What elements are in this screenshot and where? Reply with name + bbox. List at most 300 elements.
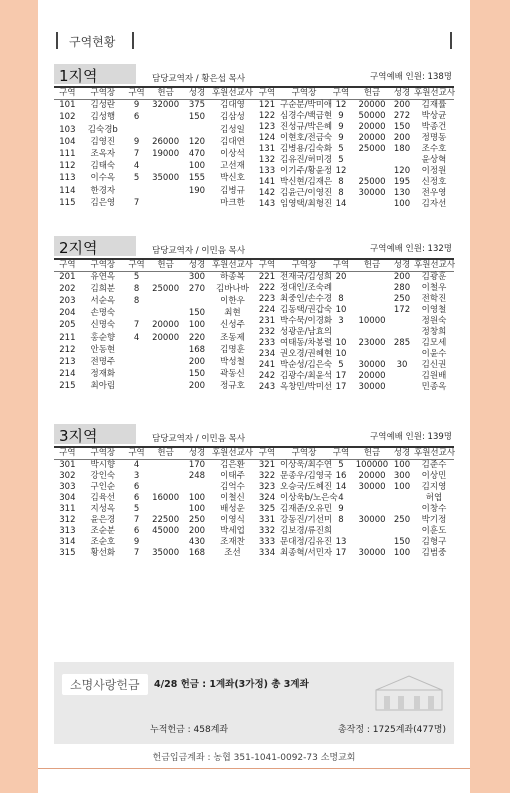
district-table-left [54, 448, 254, 559]
column-header: 구역장 [81, 88, 125, 100]
table-cell: 201 [59, 272, 76, 283]
table-cell: 35000 [152, 173, 180, 184]
table-row [54, 296, 254, 308]
table-cell: 조선 [224, 547, 241, 558]
column-header: 구역 [328, 260, 354, 272]
table-cell: 김광훈 [421, 271, 447, 282]
region-2 [54, 236, 454, 393]
column-header: 후원선교사 [414, 447, 456, 458]
table-cell: 허엽 [425, 492, 443, 503]
header-mid-bar [132, 32, 134, 49]
column-header: 성경 [183, 448, 211, 460]
table-cell: 최아림 [90, 380, 116, 391]
table-cell: 김명훈 [220, 344, 245, 355]
table-cell: 102 [59, 112, 76, 123]
table-cell: 143 [258, 198, 276, 209]
table-row [54, 320, 254, 332]
table-cell: 9 [338, 110, 344, 121]
table-cell [354, 166, 390, 177]
table-row [254, 133, 454, 144]
column-header: 구역 [254, 88, 280, 100]
table-row [254, 327, 454, 338]
table-cell: 17 [335, 547, 347, 558]
table-cell: 이윤수 [421, 348, 447, 359]
table-cell: 윤상혁 [421, 154, 447, 165]
table-cell: 35000 [152, 547, 180, 558]
table-cell: 이현호/전금숙 [280, 132, 333, 143]
table-cell [148, 504, 183, 515]
table-cell: 243 [258, 381, 276, 392]
bottom-rule [38, 768, 470, 769]
table-cell: 123 [258, 121, 276, 132]
table-cell: 김원배 [421, 370, 447, 381]
table-row [254, 177, 454, 188]
column-header: 후원선교사 [414, 87, 456, 98]
table-cell: 32000 [152, 100, 180, 111]
table-cell: 331 [258, 514, 276, 525]
table-cell: 8 [133, 296, 140, 307]
table-cell: 103 [59, 124, 76, 135]
table-cell: 김동택/권갑숙 [280, 304, 333, 315]
table-cell: 334 [258, 547, 276, 558]
table-cell: 113 [59, 173, 76, 184]
table-row [254, 338, 454, 349]
column-header: 성경 [183, 88, 211, 100]
table-cell: 이상석 [220, 148, 245, 159]
table-cell: 203 [59, 296, 76, 307]
table-row [54, 173, 254, 185]
table-cell: 20000 [152, 332, 180, 343]
table-cell: 100 [393, 198, 411, 209]
table-row [54, 112, 254, 124]
table-cell: 정규호 [220, 380, 245, 391]
region-header [54, 236, 454, 258]
table-cell: 김숙경b [87, 124, 118, 135]
table-cell: 280 [393, 282, 411, 293]
table-cell: 8 [338, 514, 344, 525]
table-cell: 17 [335, 381, 347, 392]
table-row [54, 344, 254, 356]
table-cell: 100000 [355, 459, 389, 470]
table-cell [354, 199, 390, 210]
table-cell: 14 [335, 481, 347, 492]
table-cell: 7 [133, 514, 140, 525]
table-cell: 20000 [358, 370, 386, 381]
table-cell [354, 327, 390, 338]
table-cell: 이상민 [421, 470, 447, 481]
table-cell: 3 [338, 315, 344, 326]
table-row [254, 155, 454, 166]
table-cell: 박시향 [90, 459, 116, 470]
table-row [254, 548, 454, 559]
table-cell: 20000 [152, 320, 180, 331]
table-cell: 5 [133, 272, 140, 283]
table-cell: 333 [258, 536, 276, 547]
table-cell [148, 368, 183, 380]
table-row [254, 166, 454, 177]
table-cell [148, 124, 183, 136]
table-cell: 205 [59, 320, 76, 331]
table-cell: 고선재 [220, 161, 245, 172]
column-header: 구역 [328, 88, 354, 100]
column-header: 성경 [390, 88, 414, 100]
table-cell: 5 [338, 154, 344, 165]
table-cell: 김대연 [220, 136, 245, 147]
table-cell: 정대인/조숙례 [280, 282, 333, 293]
table-cell: 222 [258, 282, 276, 293]
table-cell: 10 [335, 348, 347, 359]
table-row [254, 199, 454, 210]
table-cell: 손명숙 [90, 308, 116, 319]
table-cell [148, 296, 183, 308]
account-info: 헌금입금계좌 : 농협 351-1041-0092-73 소명교회 [152, 753, 356, 763]
table-cell: 20 [335, 271, 347, 282]
table-cell: 5 [338, 143, 344, 154]
table-cell [148, 537, 183, 548]
table-row [54, 161, 254, 173]
table-cell: 이태주 [220, 470, 245, 481]
table-cell: 270 [188, 284, 206, 295]
table-cell: 12 [335, 165, 347, 176]
table-cell: 104 [59, 136, 76, 147]
table-cell [183, 197, 211, 209]
table-cell: 5 [338, 359, 344, 370]
table-cell: 8 [338, 293, 344, 304]
table-cell [183, 482, 211, 493]
region-attendance: 구역예배 인원: 139명 [370, 432, 452, 442]
table-cell: 전재국/김성희 [280, 271, 333, 282]
column-header: 구역장 [81, 260, 125, 272]
table-cell: 315 [59, 547, 76, 558]
column-header: 구역 [54, 88, 81, 100]
table-cell [354, 271, 390, 283]
table-cell: 구순분/박미애 [280, 99, 333, 110]
table-cell: 8 [338, 187, 344, 198]
table-cell: 9 [338, 503, 344, 514]
table-cell: 121 [258, 99, 276, 110]
table-cell: 311 [59, 503, 76, 514]
table-cell: 30000 [358, 359, 386, 370]
table-cell: 조재찬 [220, 536, 245, 547]
table-cell: 민종옥 [421, 381, 447, 392]
table-cell: 이철우 [421, 282, 447, 293]
table-cell: 김유진/허미경 [280, 154, 333, 165]
table-cell: 30000 [358, 381, 386, 392]
table-cell: 유연옥 [90, 272, 116, 283]
table-cell: 13 [335, 536, 347, 547]
table-cell: 4 [133, 459, 140, 470]
header-right-bar [450, 32, 452, 49]
column-header: 구역 [125, 448, 148, 460]
table-cell [354, 294, 390, 305]
table-cell: 전명주 [90, 356, 116, 367]
table-row [54, 504, 254, 515]
table-cell: 강동진/기선미 [280, 514, 333, 525]
table-header-row [54, 448, 254, 460]
column-header: 성경 [183, 260, 211, 272]
table-cell: 7 [133, 197, 140, 208]
header-left-bar [56, 32, 58, 49]
table-row [254, 349, 454, 360]
table-cell: 30000 [358, 187, 386, 198]
table-cell: 강인숙 [90, 470, 116, 481]
district-table-left [54, 260, 254, 393]
table-cell: 12 [335, 99, 347, 110]
table-cell [148, 380, 183, 392]
table-cell: 권오경/권혜현 [280, 348, 333, 359]
table-cell [354, 155, 390, 166]
table-cell: 황선화 [90, 547, 116, 558]
table-cell: 141 [258, 176, 276, 187]
table-cell: 150 [393, 536, 411, 547]
table-cell: 321 [258, 459, 276, 470]
table-cell: 정원숙 [421, 315, 447, 326]
table-cell: 이한우 [220, 296, 245, 307]
table-cell [354, 283, 390, 294]
table-cell: 문대정/김유진 [280, 536, 333, 547]
table-cell: 150 [188, 368, 206, 379]
table-cell: 마크한 [220, 197, 245, 208]
table-header-row [254, 448, 454, 460]
district-table-right [254, 260, 454, 393]
table-cell: 30 [396, 359, 408, 370]
table-cell: 224 [258, 304, 276, 315]
table-cell: 20000 [358, 99, 386, 110]
table-cell: 200 [188, 525, 206, 536]
table-cell [148, 308, 183, 320]
region-header [54, 424, 454, 446]
table-cell: 242 [258, 370, 276, 381]
table-cell [148, 112, 183, 124]
column-header: 구역장 [81, 448, 125, 460]
table-cell [148, 271, 183, 284]
table-cell: 9 [133, 100, 140, 111]
table-cell: 325 [258, 503, 276, 514]
table-cell [390, 316, 414, 327]
table-cell: 7 [133, 320, 140, 331]
table-cell: 10 [335, 304, 347, 315]
table-cell: 구인순 [90, 481, 116, 492]
table-cell [125, 124, 148, 136]
table-cell: 150 [188, 308, 206, 319]
table-cell: 김태숙 [90, 161, 116, 172]
table-cell [125, 344, 148, 356]
table-row [254, 144, 454, 155]
table-row [254, 382, 454, 393]
table-cell: 200 [393, 99, 411, 110]
table-cell: 233 [258, 337, 276, 348]
table-cell [148, 482, 183, 493]
table-row [54, 124, 254, 136]
table-cell: 김억수 [220, 481, 245, 492]
table-row [254, 188, 454, 199]
table-cell: 4 [338, 492, 344, 503]
table-cell: 25000 [152, 284, 180, 295]
table-row [254, 360, 454, 371]
table-cell: 22500 [152, 514, 180, 525]
table-cell: 120 [188, 136, 206, 147]
table-cell: 190 [188, 185, 206, 196]
region-name: 3지역 [59, 427, 98, 445]
table-cell: 168 [188, 547, 206, 558]
table-cell [148, 356, 183, 368]
table-cell: 112 [59, 161, 76, 172]
table-cell: 김신권 [421, 359, 447, 370]
table-row [54, 526, 254, 537]
table-cell: 김삼성 [220, 112, 245, 123]
table-cell: 323 [258, 481, 276, 492]
table-cell: 19000 [152, 148, 180, 159]
table-cell: 김보경/류진희 [280, 525, 333, 536]
table-row [254, 111, 454, 122]
region-tables [54, 88, 454, 210]
table-row [254, 122, 454, 133]
table-cell: 서순옥 [90, 296, 116, 307]
table-cell: 212 [59, 344, 76, 355]
table-cell: 김성란 [90, 100, 116, 111]
table-cell: 114 [59, 185, 76, 196]
table-row [254, 99, 454, 111]
table-cell: 정명동 [421, 132, 447, 143]
column-header: 구역 [254, 448, 280, 460]
table-cell: 이수옥 [90, 173, 116, 184]
table-cell [354, 305, 390, 316]
table-row [54, 459, 254, 471]
table-row [254, 305, 454, 316]
table-row [254, 482, 454, 493]
table-row [54, 148, 254, 160]
church-illustration [370, 672, 448, 712]
table-cell: 101 [59, 100, 76, 111]
table-cell: 김병규 [220, 185, 245, 196]
table-cell: 5 [338, 459, 344, 470]
table-cell [390, 349, 414, 360]
table-cell: 470 [188, 148, 206, 159]
table-cell: 홍순향 [90, 332, 116, 343]
table-row [254, 526, 454, 537]
offering-today: 4/28 헌금 : 1계좌(3가정) 총 3계좌 [154, 679, 309, 690]
table-cell: 김대영 [220, 100, 245, 111]
table-row [254, 316, 454, 327]
offering-label: 소명사랑헌금 [62, 674, 148, 695]
table-row [54, 368, 254, 380]
table-cell: 211 [59, 332, 76, 343]
table-cell: 195 [393, 176, 411, 187]
table-cell: 5 [133, 503, 140, 514]
table-cell: 정재화 [90, 368, 116, 379]
table-cell: 4 [133, 161, 140, 172]
column-header: 후원선교사 [211, 447, 253, 458]
table-cell: 오승국/도혜진 [280, 481, 333, 492]
table-row [54, 271, 254, 284]
table-cell [390, 371, 414, 382]
table-cell [148, 471, 183, 482]
region-name: 2지역 [59, 239, 98, 257]
table-cell: 김모세 [421, 337, 447, 348]
table-cell: 16 [335, 470, 347, 481]
column-header: 헌금 [148, 260, 183, 272]
district-table-right [254, 88, 454, 210]
table-cell: 300 [393, 470, 411, 481]
table-cell [148, 161, 183, 173]
column-header: 후원선교사 [414, 259, 456, 270]
table-cell: 301 [59, 459, 76, 470]
table-cell: 324 [258, 492, 276, 503]
table-cell: 임영택/최형진 [280, 198, 333, 209]
table-cell: 6 [133, 112, 140, 123]
table-cell: 하종복 [220, 272, 245, 283]
table-row [254, 294, 454, 305]
column-header: 구역장 [280, 260, 328, 272]
table-cell: 215 [59, 380, 76, 391]
table-cell: 9 [133, 536, 140, 547]
table-cell: 150 [188, 112, 206, 123]
table-cell: 14 [335, 198, 347, 209]
column-header: 구역장 [280, 88, 328, 100]
table-cell: 여태동/차봉렬 [280, 337, 333, 348]
table-cell: 전학진 [421, 293, 447, 304]
table-cell: 김은환 [220, 459, 245, 470]
region-3 [54, 424, 454, 559]
table-cell: 김준수 [421, 459, 447, 470]
table-cell: 배성운 [220, 503, 245, 514]
table-cell: 223 [258, 293, 276, 304]
table-cell: 100 [393, 459, 411, 470]
table-cell: 곽동신 [220, 368, 245, 379]
table-cell: 200 [188, 380, 206, 391]
column-header: 구역 [54, 260, 81, 272]
table-cell: 16000 [152, 492, 180, 503]
table-cell: 232 [258, 326, 276, 337]
table-cell: 30000 [358, 481, 386, 492]
table-cell: 김바나바 [216, 284, 249, 295]
table-cell: 김성일 [220, 124, 245, 135]
table-cell: 124 [258, 132, 276, 143]
table-row [54, 185, 254, 197]
table-header-row [254, 260, 454, 272]
table-cell: 250 [393, 293, 411, 304]
table-cell: 김육선 [90, 492, 116, 503]
table-cell: 조순호 [90, 536, 116, 547]
table-cell: 9 [338, 132, 344, 143]
table-cell: 이정원 [421, 165, 447, 176]
table-cell: 303 [59, 481, 76, 492]
table-cell [183, 124, 211, 136]
table-cell: 375 [188, 100, 206, 111]
table-cell: 20000 [358, 132, 386, 143]
table-cell: 172 [393, 304, 411, 315]
table-row [254, 537, 454, 548]
table-cell [390, 382, 414, 393]
table-cell: 314 [59, 536, 76, 547]
column-header: 구역 [125, 88, 148, 100]
table-cell [390, 493, 414, 504]
table-cell [148, 459, 183, 471]
column-header: 후원선교사 [211, 259, 253, 270]
table-cell: 302 [59, 470, 76, 481]
region-header [54, 64, 454, 86]
table-cell: 조순분 [90, 525, 116, 536]
table-cell: 이창수 [421, 503, 447, 514]
bulletin-page [38, 0, 470, 793]
table-row [254, 515, 454, 526]
table-cell [354, 504, 390, 515]
table-cell: 122 [258, 110, 276, 121]
table-cell: 221 [258, 271, 276, 282]
table-cell: 17 [335, 370, 347, 381]
table-cell: 정창희 [421, 326, 447, 337]
table-cell: 박신호 [220, 173, 245, 184]
